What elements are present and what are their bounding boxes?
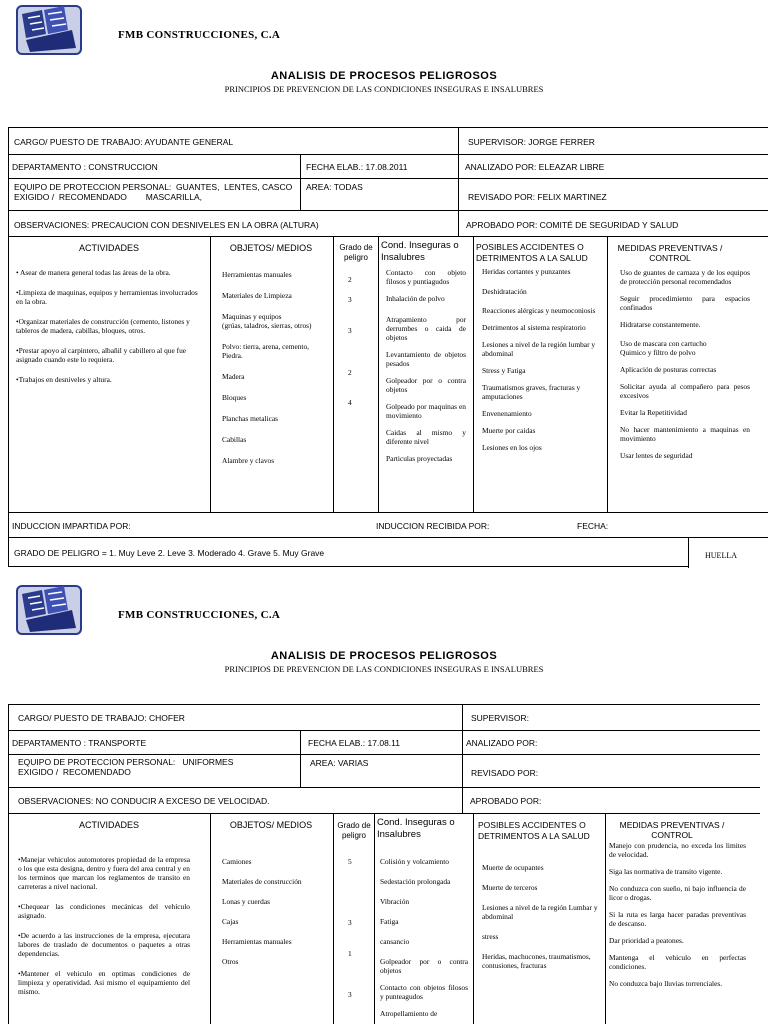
cargo-field: CARGO/ PUESTO DE TRABAJO: CHOFER — [18, 713, 185, 723]
list-item: Reacciones alérgicas y neumoconiosis — [482, 306, 596, 315]
list-item: Maquinas y equipos (grúas, taladros, sierras, otros) — [222, 312, 312, 330]
fecha-elab-field: FECHA ELAB.: 17.08.2011 — [306, 162, 408, 172]
supervisor-field: SUPERVISOR: — [471, 713, 529, 723]
cond-list — [386, 268, 466, 471]
list-item: Siga las normativa de transito vigente. — [609, 867, 723, 876]
list-item: Muerte de ocupantes — [482, 863, 544, 872]
list-item: Detrimentos al sistema respiratorio — [482, 323, 586, 332]
list-item: Polvo: tierra, arena, cemento, Piedra. — [222, 342, 310, 360]
list-item: Materiales de construcción — [222, 877, 302, 886]
list-item: •De acuerdo a las instrucciones de la empresa, ejecutara labores de traslado de documentos o paquetes a otras dependencias. — [18, 931, 190, 958]
list-item: • Asear de manera general todas las áreas de la obra. — [16, 268, 171, 277]
list-item: No hacer mantenimiento a maquinas en movimiento — [620, 425, 750, 443]
grado-value: 3 — [348, 918, 352, 927]
cond-list — [380, 857, 468, 1024]
analizado-field: ANALIZADO POR: ELEAZAR LIBRE — [465, 162, 605, 172]
list-item: Contacto con objeto filosos y puntiagudos — [386, 268, 466, 286]
grado-value: 5 — [348, 857, 352, 866]
col-cond: Cond. Inseguras o Insalubres — [377, 817, 455, 840]
grado-value: 2 — [348, 368, 352, 377]
list-item: Heridas cortantes y punzantes — [482, 267, 571, 276]
analizado-field: ANALIZADO POR: — [466, 738, 538, 748]
list-item: Uso de mascara con cartucho Quimico y filtro de polvo — [620, 339, 707, 357]
fecha-elab-field: FECHA ELAB.: 17.08.11 — [308, 738, 400, 748]
col-grado: Grado de peligro — [337, 821, 371, 840]
list-item: •Trabajos en desniveles y altura. — [16, 375, 112, 384]
list-item: Alambre y clavos — [222, 456, 275, 465]
list-item: Contacto con objetos filosos y punteagudos — [380, 983, 468, 1001]
aprobado-field: APROBADO POR: — [470, 796, 542, 806]
company-logo-icon — [16, 4, 82, 56]
list-item: Caidas al mismo y diferente nivel — [386, 428, 466, 446]
equipo-field: EQUIPO DE PROTECCION PERSONAL: UNIFORMES EXIGIDO / RECOMENDADO — [18, 757, 234, 777]
list-item: Lonas y cuerdas — [222, 897, 271, 906]
list-item: Madera — [222, 372, 245, 381]
observaciones-field: OBSERVACIONES: PRECAUCION CON DESNIVELES EN LA OBRA (ALTURA) — [14, 220, 319, 230]
grado-value: 3 — [348, 295, 352, 304]
list-item: Fatiga — [380, 917, 399, 926]
list-item: •Limpieza de maquinas, equipos y herramientas involucrados en la obra. — [16, 288, 198, 306]
list-item: Bloques — [222, 393, 247, 402]
area-field: AREA: TODAS — [306, 182, 363, 192]
list-item: Atrapamiento por derrumbes o caida de objetos — [386, 315, 466, 342]
page-title: ANALISIS DE PROCESOS PELIGROSOS — [270, 70, 498, 82]
list-item: Planchas metalicas — [222, 414, 279, 423]
list-item: •Organizar materiales de construcción (cemento, listones y tableros de madera, cabillas, bloques, otros. — [16, 317, 190, 335]
list-item: Traumatismos graves, fracturas y amputaciones — [482, 383, 581, 401]
objetos-list — [222, 857, 330, 977]
list-item: Otros — [222, 957, 239, 966]
company-logo-icon — [16, 584, 82, 636]
page-title: ANALISIS DE PROCESOS PELIGROSOS — [270, 650, 498, 662]
actividades-list — [18, 855, 190, 1007]
grado-value: 3 — [348, 326, 352, 335]
list-item: Lesiones a nivel de la región lumbar y abdominal — [482, 340, 596, 358]
area-field: AREA: VARIAS — [310, 758, 369, 768]
medidas-list — [609, 841, 746, 999]
revisado-field: REVISADO POR: — [471, 768, 539, 778]
list-item: •Mantener el vehiculo en optimas condiciones de limpieza y operatividad. Asi mismo el equipamiento del mismo. — [18, 969, 190, 996]
list-item: Camiones — [222, 857, 252, 866]
revisado-field: REVISADO POR: FELIX MARTINEZ — [468, 192, 607, 202]
list-item: Particulas proyectadas — [386, 454, 453, 463]
col-actividades: ACTIVIDADES — [78, 243, 139, 253]
list-item: Golpeado por maquinas en movimiento — [386, 402, 466, 420]
list-item: No conduzca con sueño, ni bajo influencia de licor o drogas. — [609, 884, 746, 902]
list-item: Dar prioridad a peatones. — [609, 936, 684, 945]
objetos-list — [222, 270, 330, 476]
aprobado-field: APROBADO POR: COMITÉ DE SEGURIDAD Y SALUD — [466, 220, 679, 230]
col-objetos: OBJETOS/ MEDIOS — [229, 243, 313, 253]
grado-value: 3 — [348, 990, 352, 999]
page-subtitle: PRINCIPIOS DE PREVENCION DE LAS CONDICIONES INSEGURAS E INSALUBRES — [224, 664, 544, 674]
list-item: Atropellamiento de — [380, 1009, 438, 1018]
list-item: Heridas, machucones, traumatismos, contusiones, fracturas — [482, 952, 591, 970]
col-medidas: MEDIDAS PREVENTIVAS / CONTROL — [617, 243, 723, 263]
list-item: Deshidratación — [482, 287, 527, 296]
list-item: Muerte por caidas — [482, 426, 536, 435]
list-item: Cajas — [222, 917, 239, 926]
list-item: Muerte de terceros — [482, 883, 538, 892]
induccion-recibida: INDUCCION RECIBIDA POR: — [376, 521, 490, 531]
list-item: Sedestación prolongada — [380, 877, 451, 886]
equipo-field: EQUIPO DE PROTECCION PERSONAL: GUANTES, LENTES, CASCO EXIGIDO / RECOMENDADO MASCARILLA, — [14, 182, 293, 202]
list-item: Cabillas — [222, 435, 247, 444]
col-cond: Cond. Inseguras o Insalubres — [381, 240, 459, 263]
list-item: Inhalación de polvo — [386, 294, 445, 303]
list-item: •Chequear las condiciones mecánicas del vehículo asignado. — [18, 902, 190, 920]
list-item: Colisión y volcamiento — [380, 857, 449, 866]
col-grado: Grado de peligro — [339, 243, 373, 262]
list-item: Golpeador por o contra objetos — [386, 376, 466, 394]
list-item: Envenenamiento — [482, 409, 532, 418]
list-item: cansancio — [380, 937, 410, 946]
list-item: Golpeador por o contra objetos — [380, 957, 468, 975]
col-medidas: MEDIDAS PREVENTIVAS / CONTROL — [619, 820, 725, 840]
grado-leyenda: GRADO DE PELIGRO = 1. Muy Leve 2. Leve 3. Moderado 4. Grave 5. Muy Grave — [14, 548, 325, 558]
list-item: Lesiones en los ojos — [482, 443, 542, 452]
induccion-impartida: INDUCCION IMPARTIDA POR: — [12, 521, 131, 531]
posibles-list — [482, 267, 600, 460]
page-subtitle: PRINCIPIOS DE PREVENCION DE LAS CONDICIONES INSEGURAS E INSALUBRES — [224, 84, 544, 94]
list-item: Herramientas manuales — [222, 937, 292, 946]
list-item: Lesiones a nivel de la región Lumbar y abdominal — [482, 903, 598, 921]
col-actividades: ACTIVIDADES — [78, 820, 139, 830]
grado-value: 1 — [348, 949, 352, 958]
fecha-label: FECHA: — [577, 521, 609, 531]
list-item: Solicitar ayuda al compañero para pesos excesivos — [620, 382, 750, 400]
posibles-list — [482, 863, 600, 981]
list-item: •Prestar apoyo al carpintero, albañil y cabillero al que fue asignado cuando este lo requiera. — [16, 346, 187, 364]
col-objetos: OBJETOS/ MEDIOS — [229, 820, 313, 830]
list-item: Usar lentes de seguridad — [620, 451, 693, 460]
company-name: FMB CONSTRUCCIONES, C.A — [118, 29, 281, 41]
list-item: Uso de guantes de carnaza y de los equipos de protección personal recomendados — [620, 268, 750, 286]
list-item: Vibración — [380, 897, 410, 906]
list-item: stress — [482, 932, 499, 941]
list-item: No conduzca bajo lluvias torrenciales. — [609, 979, 723, 988]
list-item: Aplicación de posturas correctas — [620, 365, 717, 374]
list-item: Materiales de Limpieza — [222, 291, 292, 300]
medidas-list — [620, 268, 750, 512]
form-chofer — [0, 580, 768, 1024]
supervisor-field: SUPERVISOR: JORGE FERRER — [468, 137, 595, 147]
list-item: Mantenga el vehiculo en perfectas condiciones. — [609, 953, 746, 971]
list-item: Herramientas manuales — [222, 270, 292, 279]
list-item: Stress y Fatiga — [482, 366, 526, 375]
observaciones-field: OBSERVACIONES: NO CONDUCIR A EXCESO DE VELOCIDAD. — [18, 796, 270, 806]
grado-value: 4 — [348, 398, 352, 407]
company-name: FMB CONSTRUCCIONES, C.A — [118, 609, 281, 621]
departamento-field: DEPARTAMENTO : TRANSPORTE — [12, 738, 147, 748]
grado-value: 2 — [348, 275, 352, 284]
list-item: Si la ruta es larga hacer paradas preventivas de descanso. — [609, 910, 746, 928]
list-item: Evitar la Repetitividad — [620, 408, 687, 417]
col-posibles: POSIBLES ACCIDENTES O DETRIMENTOS A LA SALUD — [476, 242, 588, 263]
col-posibles: POSIBLES ACCIDENTES O DETRIMENTOS A LA SALUD — [478, 820, 590, 841]
list-item: Hidratarse constantemente. — [620, 320, 701, 329]
list-item: Manejo con prudencia, no exceda los limites de velocidad. — [609, 841, 746, 859]
departamento-field: DEPARTAMENTO : CONSTRUCCION — [12, 162, 158, 172]
list-item: Seguir procedimiento para espacios confinados — [620, 294, 750, 312]
actividades-list — [16, 268, 204, 395]
list-item: Levantamiento de objetos pesados — [386, 350, 466, 368]
huella-label: HUELLA — [705, 551, 737, 560]
list-item: •Manejar vehiculos automotores propiedad de la empresa o los que esta designa, dentro y fuera del area central y en los terminos que marcan los reglamentos de transito en carreteras a nivel nacional. — [18, 855, 190, 891]
cargo-field: CARGO/ PUESTO DE TRABAJO: AYUDANTE GENERAL — [14, 137, 234, 147]
